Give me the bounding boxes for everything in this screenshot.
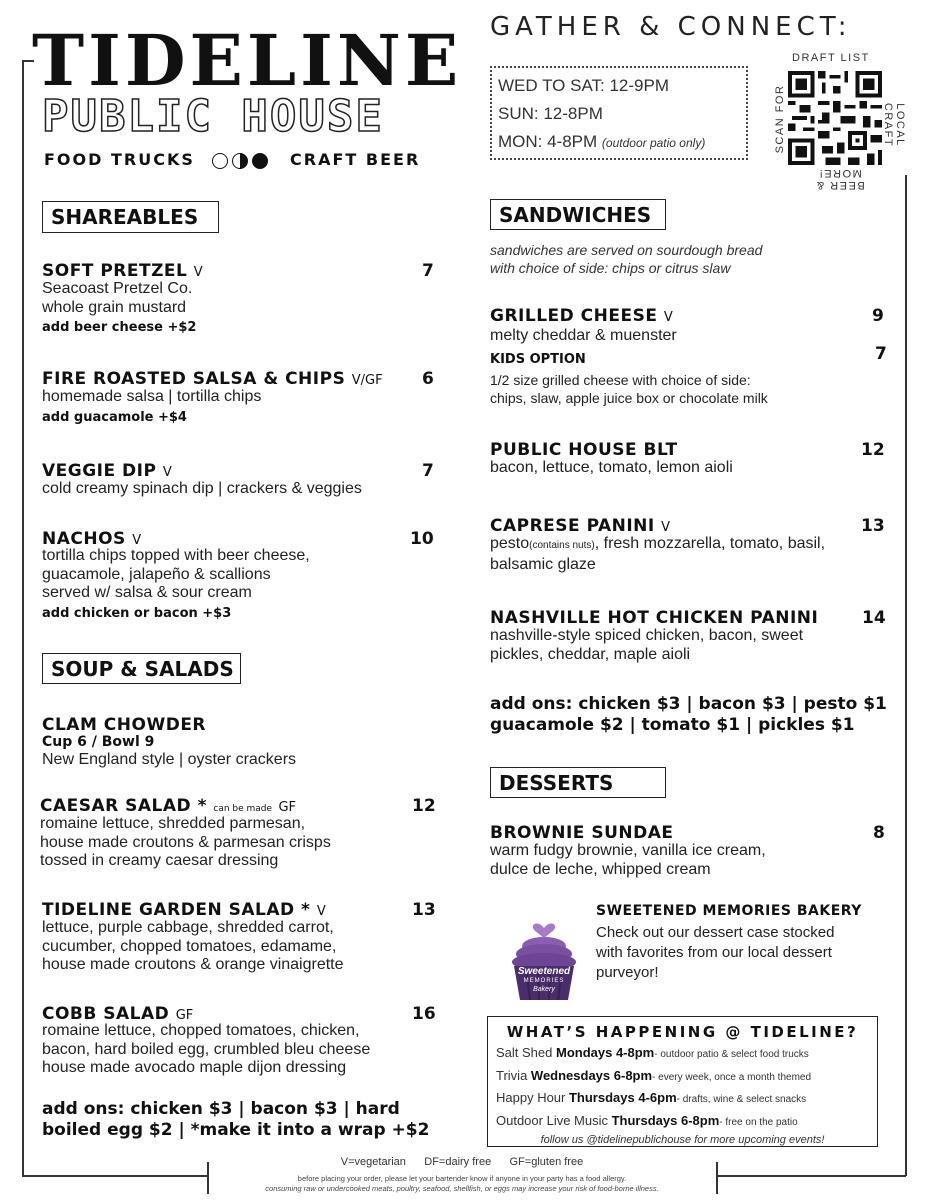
event-row — [496, 1043, 877, 1066]
desc-line: tossed in creamy caesar dressing — [40, 852, 279, 869]
brand-subtitle: PUBLIC HOUSE — [42, 91, 384, 142]
allergy-line: before placing your order, please let your bartender know if anyone in your party has a food allergy. — [297, 1174, 627, 1183]
hours-box — [490, 66, 748, 160]
event-name: Happy Hour — [496, 1090, 569, 1105]
desc-line: dulce de leche, whipped cream — [490, 860, 711, 878]
addon-line: boiled egg $2 | *make it into a wrap +$2 — [42, 1120, 430, 1140]
gather-heading: GATHER & CONNECT: — [490, 12, 852, 42]
intro-line: sandwiches are served on sourdough bread — [490, 242, 763, 258]
desc-line: cucumber, chopped tomatoes, edamame, — [42, 937, 337, 955]
item-blt-price: 12 — [861, 440, 885, 460]
item-nashville-price: 14 — [862, 608, 886, 628]
kids-option-desc — [490, 371, 768, 407]
item-salsa-chips-addon: add guacamole +$4 — [42, 410, 187, 425]
item-soft-pretzel-price: 7 — [422, 261, 434, 281]
desc-line: romaine lettuce, shredded parmesan, — [40, 815, 306, 832]
desc-line: Seacoast Pretzel Co. — [42, 280, 193, 297]
event-detail: - free on the patio — [719, 1116, 798, 1128]
item-name: CAPRESE PANINI — [490, 516, 655, 536]
desc-line: with favorites from our local dessert — [596, 944, 832, 961]
sandwich-addons — [490, 694, 887, 736]
item-salsa-chips-title — [42, 369, 383, 389]
desc-line — [490, 535, 825, 556]
item-chowder-title: CLAM CHOWDER — [42, 715, 207, 735]
item-caesar-desc — [40, 815, 331, 871]
section-desserts: DESSERTS — [490, 767, 666, 798]
desc-line: purveyor! — [596, 964, 659, 981]
event-name: Outdoor Live Music — [496, 1112, 612, 1128]
item-caprese-title — [490, 516, 670, 536]
qr-code-icon[interactable] — [788, 71, 882, 165]
desc-line: bacon, hard boiled egg, crumbled bleu cheese — [42, 1040, 371, 1058]
item-nashville-title: NASHVILLE HOT CHICKEN PANINI — [490, 608, 819, 628]
item-soft-pretzel-addon: add beer cheese +$2 — [42, 320, 197, 335]
moon-phases-icon — [212, 150, 280, 169]
desc-line: 1/2 size grilled cheese with choice of side: — [490, 372, 751, 388]
events-footer: follow us @tidelinepublichouse for more upcoming events! — [540, 1134, 825, 1146]
diet-tag: V — [132, 533, 142, 548]
item-caesar-price: 12 — [412, 796, 436, 816]
hours-line-3-text: MON: 4-8PM — [498, 132, 598, 151]
item-brownie-price: 8 — [873, 823, 885, 843]
event-time: Wednesdays 6-8pm — [530, 1067, 653, 1083]
tagline — [44, 150, 420, 169]
desc-line: Check out our dessert case stocked — [596, 924, 835, 941]
desc-text: pesto — [490, 535, 530, 552]
diet-tag: V — [316, 904, 326, 919]
events-title: WHAT’S HAPPENING @ TIDELINE? — [506, 1023, 859, 1041]
diet-tag: V/GF — [351, 373, 383, 388]
hours-line-2: SUN: 12-8PM — [498, 104, 603, 123]
desc-line: pickles, cheddar, maple aioli — [490, 645, 691, 663]
desc-line: chips, slaw, apple juice box or chocolate milk — [490, 390, 768, 406]
event-detail: - outdoor patio & select food trucks — [654, 1049, 809, 1060]
item-grilled-cheese-desc: melty cheddar & muenster — [490, 327, 677, 344]
item-nachos-desc — [42, 547, 310, 603]
desc-line: house made croutons & orange vinaigrette — [42, 956, 344, 973]
item-cobb-price: 16 — [412, 1004, 436, 1024]
desc-line: house made avocado maple dijon dressing — [42, 1059, 347, 1076]
addon-line: add ons: chicken $3 | bacon $3 | pesto $1 — [490, 694, 887, 714]
item-blt-title: PUBLIC HOUSE BLT — [490, 440, 678, 460]
event-time: Mondays 4-8pm — [556, 1045, 655, 1060]
qr-right-label: LOCAL CRAFT — [882, 102, 906, 148]
item-nashville-desc — [490, 627, 803, 664]
item-garden-desc — [42, 919, 344, 975]
warning-line: consuming raw or undercooked meats, poultry, seafood, shellfish, or eggs may increase your risk of food-borne illness. — [265, 1184, 659, 1193]
item-veggie-dip-price: 7 — [422, 461, 434, 481]
hours-line-3-note: (outdoor patio only) — [601, 136, 706, 150]
salad-addons — [42, 1099, 429, 1141]
desc-line: balsamic glaze — [490, 555, 596, 573]
nut-warning: (contains nuts) — [529, 540, 595, 551]
item-soft-pretzel-desc — [42, 280, 192, 317]
desc-line: lettuce, purple cabbage, shredded carrot, — [42, 919, 334, 936]
tagline-left: FOOD TRUCKS — [44, 150, 195, 169]
addon-line: add ons: chicken $3 | bacon $3 | hard — [42, 1099, 400, 1119]
item-nachos-addon: add chicken or bacon +$3 — [42, 606, 232, 621]
item-nachos-title — [42, 529, 141, 549]
qr-top-label: DRAFT LIST — [792, 52, 870, 64]
event-row — [496, 1111, 877, 1134]
event-name: Trivia — [496, 1067, 531, 1083]
item-chowder-desc: New England style | oyster crackers — [42, 751, 297, 768]
desc-line: warm fudgy brownie, vanilla ice cream, — [490, 842, 766, 859]
item-name: TIDELINE GARDEN SALAD * — [42, 900, 311, 920]
addon-line: guacamole $2 | tomato $1 | pickles $1 — [490, 715, 855, 735]
frame-bottom-left — [22, 1175, 207, 1177]
frame-right — [905, 175, 907, 1176]
events-list — [488, 1043, 877, 1133]
moon-half-icon — [232, 153, 248, 169]
diet-tag: V — [663, 310, 673, 325]
bakery-title: SWEETENED MEMORIES BAKERY — [596, 903, 862, 919]
frame-bottom-right — [716, 1175, 906, 1177]
item-name: NACHOS — [42, 529, 126, 549]
frame-bottom-left-tick — [207, 1162, 209, 1194]
item-name: SOFT PRETZEL — [42, 261, 188, 281]
brand-title: TIDELINE — [32, 19, 463, 102]
item-name: COBB SALAD — [42, 1004, 170, 1024]
bakery-desc — [596, 923, 834, 983]
kids-option-price: 7 — [875, 344, 887, 364]
qr-bottom-label: BEER & MORE! — [815, 167, 865, 191]
moon-full-icon — [252, 153, 268, 169]
item-grilled-cheese-price: 9 — [872, 306, 884, 326]
item-soft-pretzel-title — [42, 261, 203, 281]
item-name: FIRE ROASTED SALSA & CHIPS — [42, 369, 346, 389]
desc-line: tortilla chips topped with beer cheese, — [42, 547, 310, 564]
item-brownie-title: BROWNIE SUNDAE — [490, 823, 674, 843]
desc-line: nashville-style spiced chicken, bacon, sweet — [490, 627, 804, 644]
moon-empty-icon — [212, 153, 228, 169]
item-nachos-price: 10 — [410, 529, 434, 549]
section-soup-salads: SOUP & SALADS — [42, 653, 241, 684]
section-sandwiches: SANDWICHES — [490, 199, 666, 230]
logo-word-3: Bakery — [533, 986, 555, 993]
desc-line: romaine lettuce, chopped tomatoes, chicken, — [42, 1022, 360, 1039]
item-name: GRILLED CHEESE — [490, 306, 658, 326]
event-time: Thursdays 4-6pm — [568, 1090, 677, 1105]
tagline-right: CRAFT BEER — [290, 150, 421, 169]
section-shareables: SHAREABLES — [42, 201, 219, 233]
desc-line: whole grain mustard — [42, 298, 187, 316]
item-salsa-chips-price: 6 — [422, 369, 434, 389]
frame-bottom-right-tick — [716, 1162, 718, 1194]
logo-word-2: MEMORIES — [523, 978, 565, 984]
diet-tag: V — [193, 265, 203, 280]
item-garden-title — [42, 900, 326, 920]
hours-line-1: WED TO SAT: 12-9PM — [498, 76, 669, 95]
diet-tag: GF — [175, 1008, 194, 1023]
qr-left-label: SCAN FOR — [774, 84, 786, 154]
item-veggie-dip-desc: cold creamy spinach dip | crackers & veggies — [42, 480, 362, 497]
intro-line: with choice of side: chips or citrus slaw — [490, 260, 731, 276]
desc-line: guacamole, jalapeño & scallions — [42, 565, 271, 583]
item-salsa-chips-desc: homemade salsa | tortilla chips — [42, 388, 262, 405]
item-name: CAESAR SALAD * — [40, 796, 207, 816]
desc-line: house made croutons & parmesan crisps — [40, 833, 331, 851]
desc-line: served w/ salsa & sour cream — [42, 584, 252, 601]
hours-line-3 — [498, 128, 740, 157]
event-detail: - drafts, wine & select snacks — [676, 1094, 807, 1105]
desc-text: , fresh mozzarella, tomato, basil, — [594, 535, 826, 552]
cupcake-logo-icon — [508, 910, 580, 1002]
diet-tag: V — [162, 465, 172, 480]
item-cobb-desc — [42, 1022, 370, 1078]
item-caesar-title — [40, 796, 296, 816]
event-row — [496, 1066, 877, 1089]
item-grilled-cheese-title — [490, 306, 673, 326]
sandwich-intro — [490, 241, 762, 277]
event-name: Salt Shed — [496, 1045, 556, 1060]
item-cobb-title — [42, 1004, 193, 1024]
diet-tag: GF — [278, 800, 297, 815]
events-box — [487, 1016, 878, 1147]
item-caprese-price: 13 — [861, 516, 885, 536]
diet-tag: V — [661, 520, 671, 535]
event-detail: - every week, once a month themed — [652, 1071, 812, 1083]
allergy-note — [210, 1174, 714, 1194]
item-brownie-desc — [490, 842, 766, 879]
frame-left — [22, 60, 24, 1175]
item-name: VEGGIE DIP — [42, 461, 157, 481]
item-chowder-sizes: Cup 6 / Bowl 9 — [42, 734, 155, 750]
event-time: Thursdays 6-8pm — [611, 1112, 720, 1128]
logo-word-1: Sweetened — [517, 966, 571, 977]
item-veggie-dip-title — [42, 461, 172, 481]
event-row — [496, 1088, 877, 1111]
item-caprese-desc — [490, 535, 825, 574]
item-garden-price: 13 — [412, 900, 436, 920]
item-blt-desc: bacon, lettuce, tomato, lemon aioli — [490, 459, 733, 476]
caesar-note: can be made — [213, 804, 273, 814]
diet-legend: V=vegetarian DF=dairy free GF=gluten free — [340, 1156, 584, 1168]
kids-option-title: KIDS OPTION — [490, 352, 586, 367]
